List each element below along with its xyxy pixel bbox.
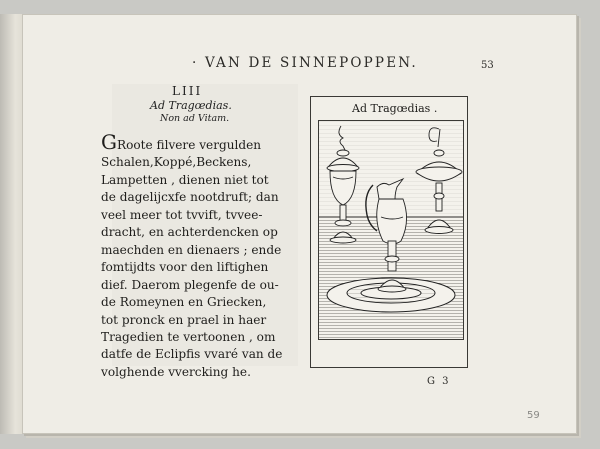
drop-capital: G <box>101 130 117 154</box>
body-line: GRoote filvere vergulden <box>101 130 262 154</box>
body-line: fomtijdts voor den liftighen <box>101 260 269 275</box>
emblem-number: LIII <box>172 84 203 98</box>
body-line: dracht, en achterdencken op <box>101 225 278 240</box>
body-line: de dagelijcxfe nootdruft; dan <box>101 190 279 205</box>
running-head: · VAN DE SINNEPOPPEN. <box>192 55 418 71</box>
plate-title: Ad Tragœdias . <box>352 102 438 115</box>
body-line: Schalen,Koppé,Beckens, <box>101 155 252 170</box>
body-line: dief. Daerom plegenfe de ou- <box>101 277 279 292</box>
emblem-sub-motto: Non ad Vitam. <box>160 113 230 124</box>
body-line: Tragedien te vertoonen , om <box>101 329 276 344</box>
body-line: maechden en dienaers ; ende <box>101 242 282 257</box>
body-line: de Romeynen en Griecken, <box>101 295 267 310</box>
body-line: veel meer tot tvvift, tvvee- <box>101 207 263 222</box>
pencil-annotation: 59 <box>527 410 540 421</box>
emblem-motto: Ad Tragœdias. <box>150 99 232 112</box>
body-line: tot pronck en prael in haer <box>101 312 267 327</box>
body-line: datfe de Eclipfis vvaré van de <box>101 347 283 362</box>
signature-mark: G 3 <box>427 376 451 387</box>
body-line: volghende vvercking he. <box>101 364 251 379</box>
emblem-body-text <box>101 130 291 381</box>
engraving-image <box>318 120 464 340</box>
page-number: 53 <box>481 60 494 71</box>
body-line: Lampetten , dienen niet tot <box>101 172 269 187</box>
vessels-engraving <box>319 121 463 339</box>
